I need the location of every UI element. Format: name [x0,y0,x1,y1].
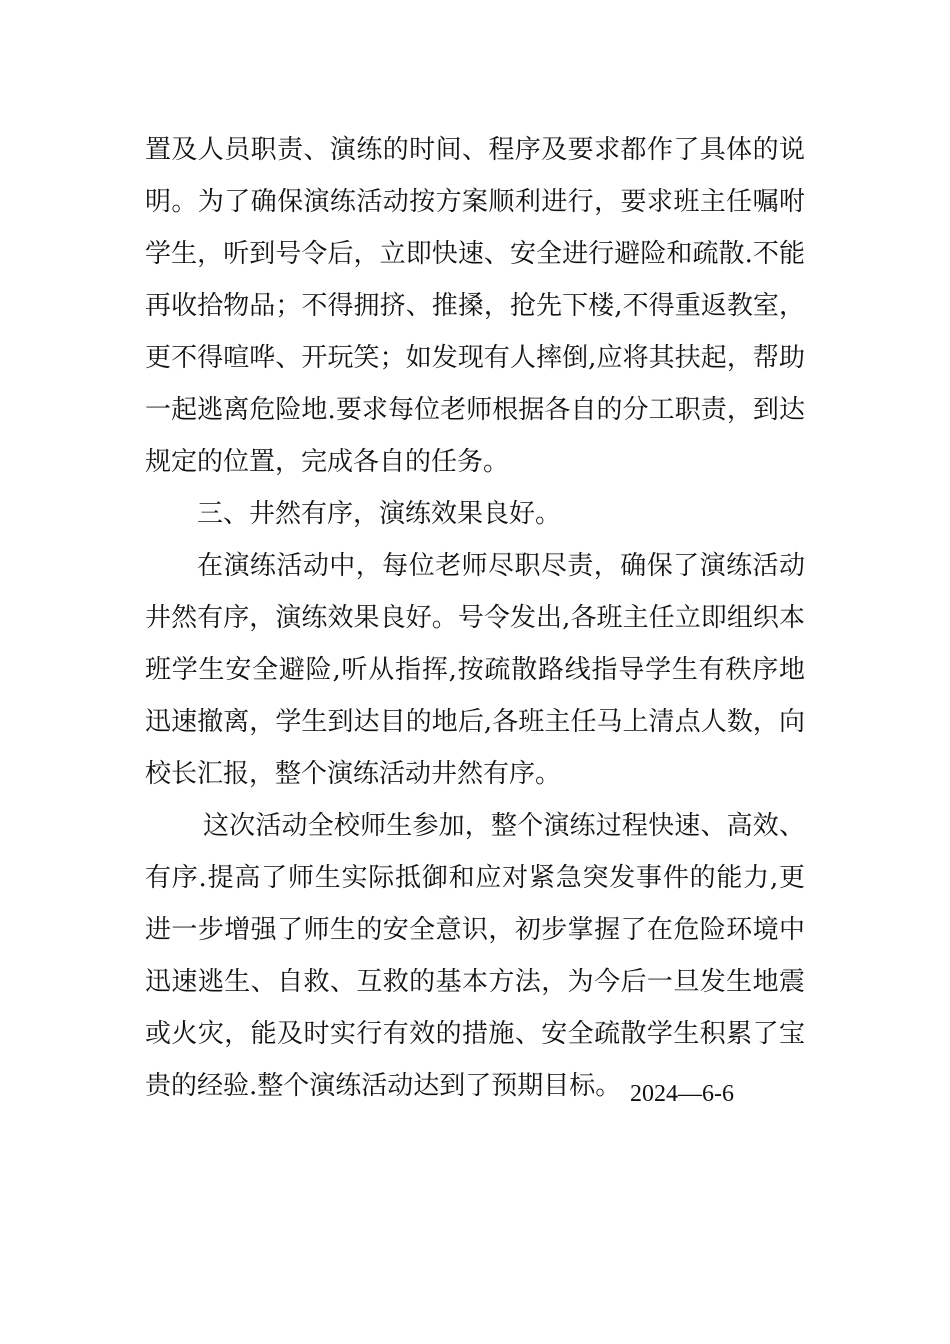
paragraph-line: 井然有序，演练效果良好。号令发出,各班主任立即组织本 [145,603,805,633]
paragraph-line: 规定的位置，完成各自的任务。 [145,447,510,477]
paragraph-line: 更不得喧哗、开玩笑；如发现有人摔倒,应将其扶起，帮助 [145,343,805,373]
paragraph-line: 校长汇报，整个演练活动井然有序。 [145,759,562,789]
paragraph-line: 迅速逃生、自救、互救的基本方法，为今后一旦发生地震 [145,967,805,997]
paragraph-line: 在演练活动中，每位老师尽职尽责，确保了演练活动 [197,551,805,581]
paragraph-line: 进一步增强了师生的安全意识，初步掌握了在危险环境中 [145,915,805,945]
document-date: 2024—6-6 [630,1081,734,1107]
paragraph-line: 一起逃离危险地.要求每位老师根据各自的分工职责，到达 [145,395,805,425]
paragraph-line: 这次活动全校师生参加，整个演练过程快速、高效、 [203,811,805,841]
paragraph-line: 再收拾物品；不得拥挤、推搡，抢先下楼,不得重返教室， [145,291,805,321]
paragraph-line: 迅速撤离，学生到达目的地后,各班主任马上清点人数，向 [145,707,805,737]
paragraph-line: 或火灾，能及时实行有效的措施、安全疏散学生积累了宝 [145,1019,805,1049]
paragraph-line: 班学生安全避险,听从指挥,按疏散路线指导学生有秩序地 [145,655,805,685]
paragraph-line: 学生，听到号令后，立即快速、安全进行避险和疏散.不能 [145,239,805,269]
paragraph-line: 置及人员职责、演练的时间、程序及要求都作了具体的说 [145,135,805,165]
paragraph-line: 有序.提高了师生实际抵御和应对紧急突发事件的能力,更 [145,863,805,893]
paragraph-line: 贵的经验.整个演练活动达到了预期目标。 [145,1071,622,1101]
paragraph-line: 明。为了确保演练活动按方案顺利进行，要求班主任嘱咐 [145,187,805,217]
section-heading: 三、井然有序，演练效果良好。 [197,499,562,529]
